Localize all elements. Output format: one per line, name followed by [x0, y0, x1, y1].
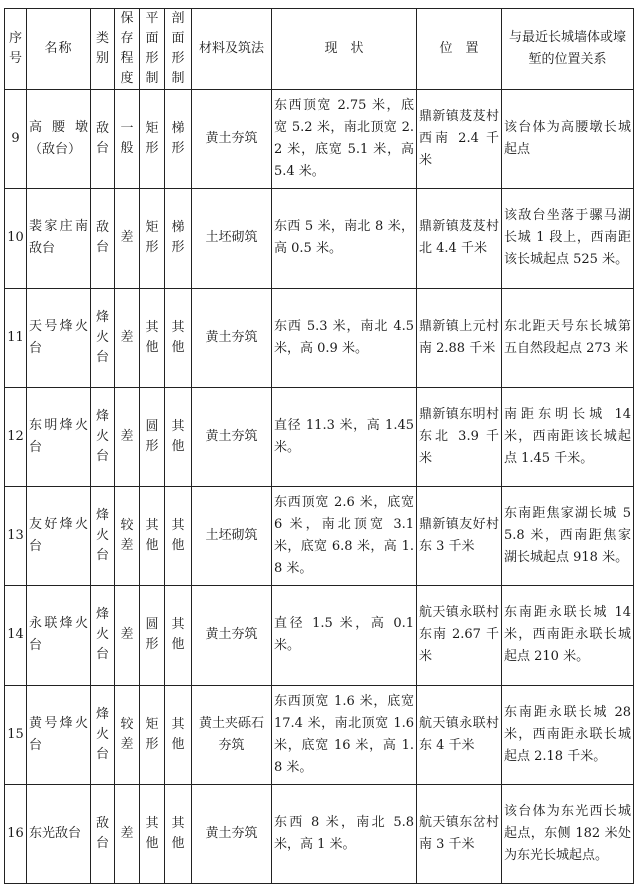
cell-location: 鼎新镇芨芨村西南 2.4 千米: [417, 90, 502, 189]
cell-section: 其他: [165, 387, 192, 486]
cell-section: 其他: [165, 487, 192, 586]
cell-section: 其他: [165, 586, 192, 685]
cell-status: 东西 5.3 米，南北 4.5 米，高 0.9 米。: [272, 288, 417, 387]
cell-no: 11: [5, 288, 27, 387]
header-status: 现 状: [272, 9, 417, 90]
cell-no: 13: [5, 487, 27, 586]
cell-material: 土坯砌筑: [192, 487, 272, 586]
cell-preservation: 较差: [115, 487, 140, 586]
header-section: 剖面形制: [165, 9, 192, 90]
cell-preservation: 差: [115, 784, 140, 883]
cell-name: 黄号烽火台: [27, 685, 91, 784]
cell-category: 敌台: [91, 189, 115, 288]
cell-no: 9: [5, 90, 27, 189]
cell-name: 高腰墩（敌台）: [27, 90, 91, 189]
cell-plan: 其他: [140, 784, 165, 883]
header-plan: 平面形制: [140, 9, 165, 90]
cell-status: 东西顶宽 2.75 米，底宽 5.2 米，南北顶宽 2.2 米，底宽 5.1 米，高 5.4 米。: [272, 90, 417, 189]
cell-name: 永联烽火台: [27, 586, 91, 685]
cell-plan: 其他: [140, 487, 165, 586]
cell-preservation: 较差: [115, 685, 140, 784]
header-material: 材料及筑法: [192, 9, 272, 90]
cell-status: 东西 5 米，南北 8 米，高 0.5 米。: [272, 189, 417, 288]
table-row: [5, 784, 634, 883]
header-category: 类别: [91, 9, 115, 90]
cell-preservation: 差: [115, 387, 140, 486]
cell-status: 直径 1.5 米，高 0.1 米。: [272, 586, 417, 685]
cell-status: 东西 8 米，南北 5.8 米，高 1 米。: [272, 784, 417, 883]
cell-status: 直径 11.3 米，高 1.45 米。: [272, 387, 417, 486]
cell-relation: 东北距天号东长城第五自然段起点 273 米: [502, 288, 634, 387]
cell-preservation: 差: [115, 189, 140, 288]
cell-relation: 东南距永联长城 14 米，西南距永联长城起点 210 米。: [502, 586, 634, 685]
cell-location: 航天镇东岔村南 3 千米: [417, 784, 502, 883]
cell-plan: 圆形: [140, 586, 165, 685]
cell-material: 黄土夹砾石夯筑: [192, 685, 272, 784]
header-preservation: 保存程度: [115, 9, 140, 90]
cell-plan: 矩形: [140, 685, 165, 784]
header-no: 序号: [5, 9, 27, 90]
cell-status: 东西顶宽 2.6 米，底宽 6 米，南北顶宽 3.1 米，底宽 6.8 米，高 1.8 米。: [272, 487, 417, 586]
header-location: 位 置: [417, 9, 502, 90]
cell-preservation: 一般: [115, 90, 140, 189]
table-row: [5, 387, 634, 486]
cell-material: 黄土夯筑: [192, 387, 272, 486]
cell-no: 14: [5, 586, 27, 685]
cell-location: 鼎新镇上元村南 2.88 千米: [417, 288, 502, 387]
table-row: [5, 487, 634, 586]
cell-section: 梯形: [165, 90, 192, 189]
cell-category: 烽火台: [91, 487, 115, 586]
table-row: [5, 288, 634, 387]
cell-location: 鼎新镇东明村东北 3.9 千米: [417, 387, 502, 486]
cell-preservation: 差: [115, 586, 140, 685]
cell-no: 10: [5, 189, 27, 288]
cell-name: 天号烽火台: [27, 288, 91, 387]
header-name: 名称: [27, 9, 91, 90]
table-row: [5, 685, 634, 784]
cell-relation: 该台体为高腰墩长城起点: [502, 90, 634, 189]
cell-category: 烽火台: [91, 586, 115, 685]
cell-relation: 东南距焦家湖长城 55.8 米，西南距焦家湖长城起点 918 米。: [502, 487, 634, 586]
cell-location: 鼎新镇芨芨村北 4.4 千米: [417, 189, 502, 288]
table-row: [5, 90, 634, 189]
cell-location: 航天镇永联村东南 2.67 千米: [417, 586, 502, 685]
cell-status: 东西顶宽 1.6 米，底宽 17.4 米，南北顶宽 1.6 米，底宽 16 米，高 1.8 米。: [272, 685, 417, 784]
cell-section: 其他: [165, 784, 192, 883]
cell-relation: 南距东明长城 14 米，西南距该长城起点 1.45 千米。: [502, 387, 634, 486]
cell-material: 黄土夯筑: [192, 784, 272, 883]
cell-category: 烽火台: [91, 288, 115, 387]
cell-no: 15: [5, 685, 27, 784]
cell-category: 敌台: [91, 784, 115, 883]
cell-section: 梯形: [165, 189, 192, 288]
table-row: [5, 189, 634, 288]
cell-location: 鼎新镇友好村东 3 千米: [417, 487, 502, 586]
cell-material: 黄土夯筑: [192, 288, 272, 387]
cell-material: 黄土夯筑: [192, 586, 272, 685]
cell-plan: 圆形: [140, 387, 165, 486]
cell-material: 土坯砌筑: [192, 189, 272, 288]
cell-relation: 东南距永联长城 28 米，西南距永联长城起点 2.18 千米。: [502, 685, 634, 784]
table-row: [5, 586, 634, 685]
table-header-row: [5, 9, 634, 90]
cell-category: 烽火台: [91, 685, 115, 784]
cell-location: 航天镇永联村东 4 千米: [417, 685, 502, 784]
cell-name: 东光敌台: [27, 784, 91, 883]
cell-preservation: 差: [115, 288, 140, 387]
cell-no: 16: [5, 784, 27, 883]
cell-relation: 该敌台坐落于骡马湖长城 1 段上，西南距该长城起点 525 米。: [502, 189, 634, 288]
cell-section: 其他: [165, 685, 192, 784]
cell-no: 12: [5, 387, 27, 486]
cell-plan: 矩形: [140, 189, 165, 288]
cell-category: 敌台: [91, 90, 115, 189]
cell-plan: 其他: [140, 288, 165, 387]
cell-relation: 该台体为东光西长城起点，东侧 182 米处为东光长城起点。: [502, 784, 634, 883]
cell-section: 其他: [165, 288, 192, 387]
cell-name: 东明烽火台: [27, 387, 91, 486]
cell-name: 友好烽火台: [27, 487, 91, 586]
header-relation: 与最近长城墙体或壕堑的位置关系: [502, 9, 634, 90]
cell-category: 烽火台: [91, 387, 115, 486]
cell-plan: 矩形: [140, 90, 165, 189]
site-table: [4, 8, 634, 884]
cell-name: 裴家庄南敌台: [27, 189, 91, 288]
cell-material: 黄土夯筑: [192, 90, 272, 189]
